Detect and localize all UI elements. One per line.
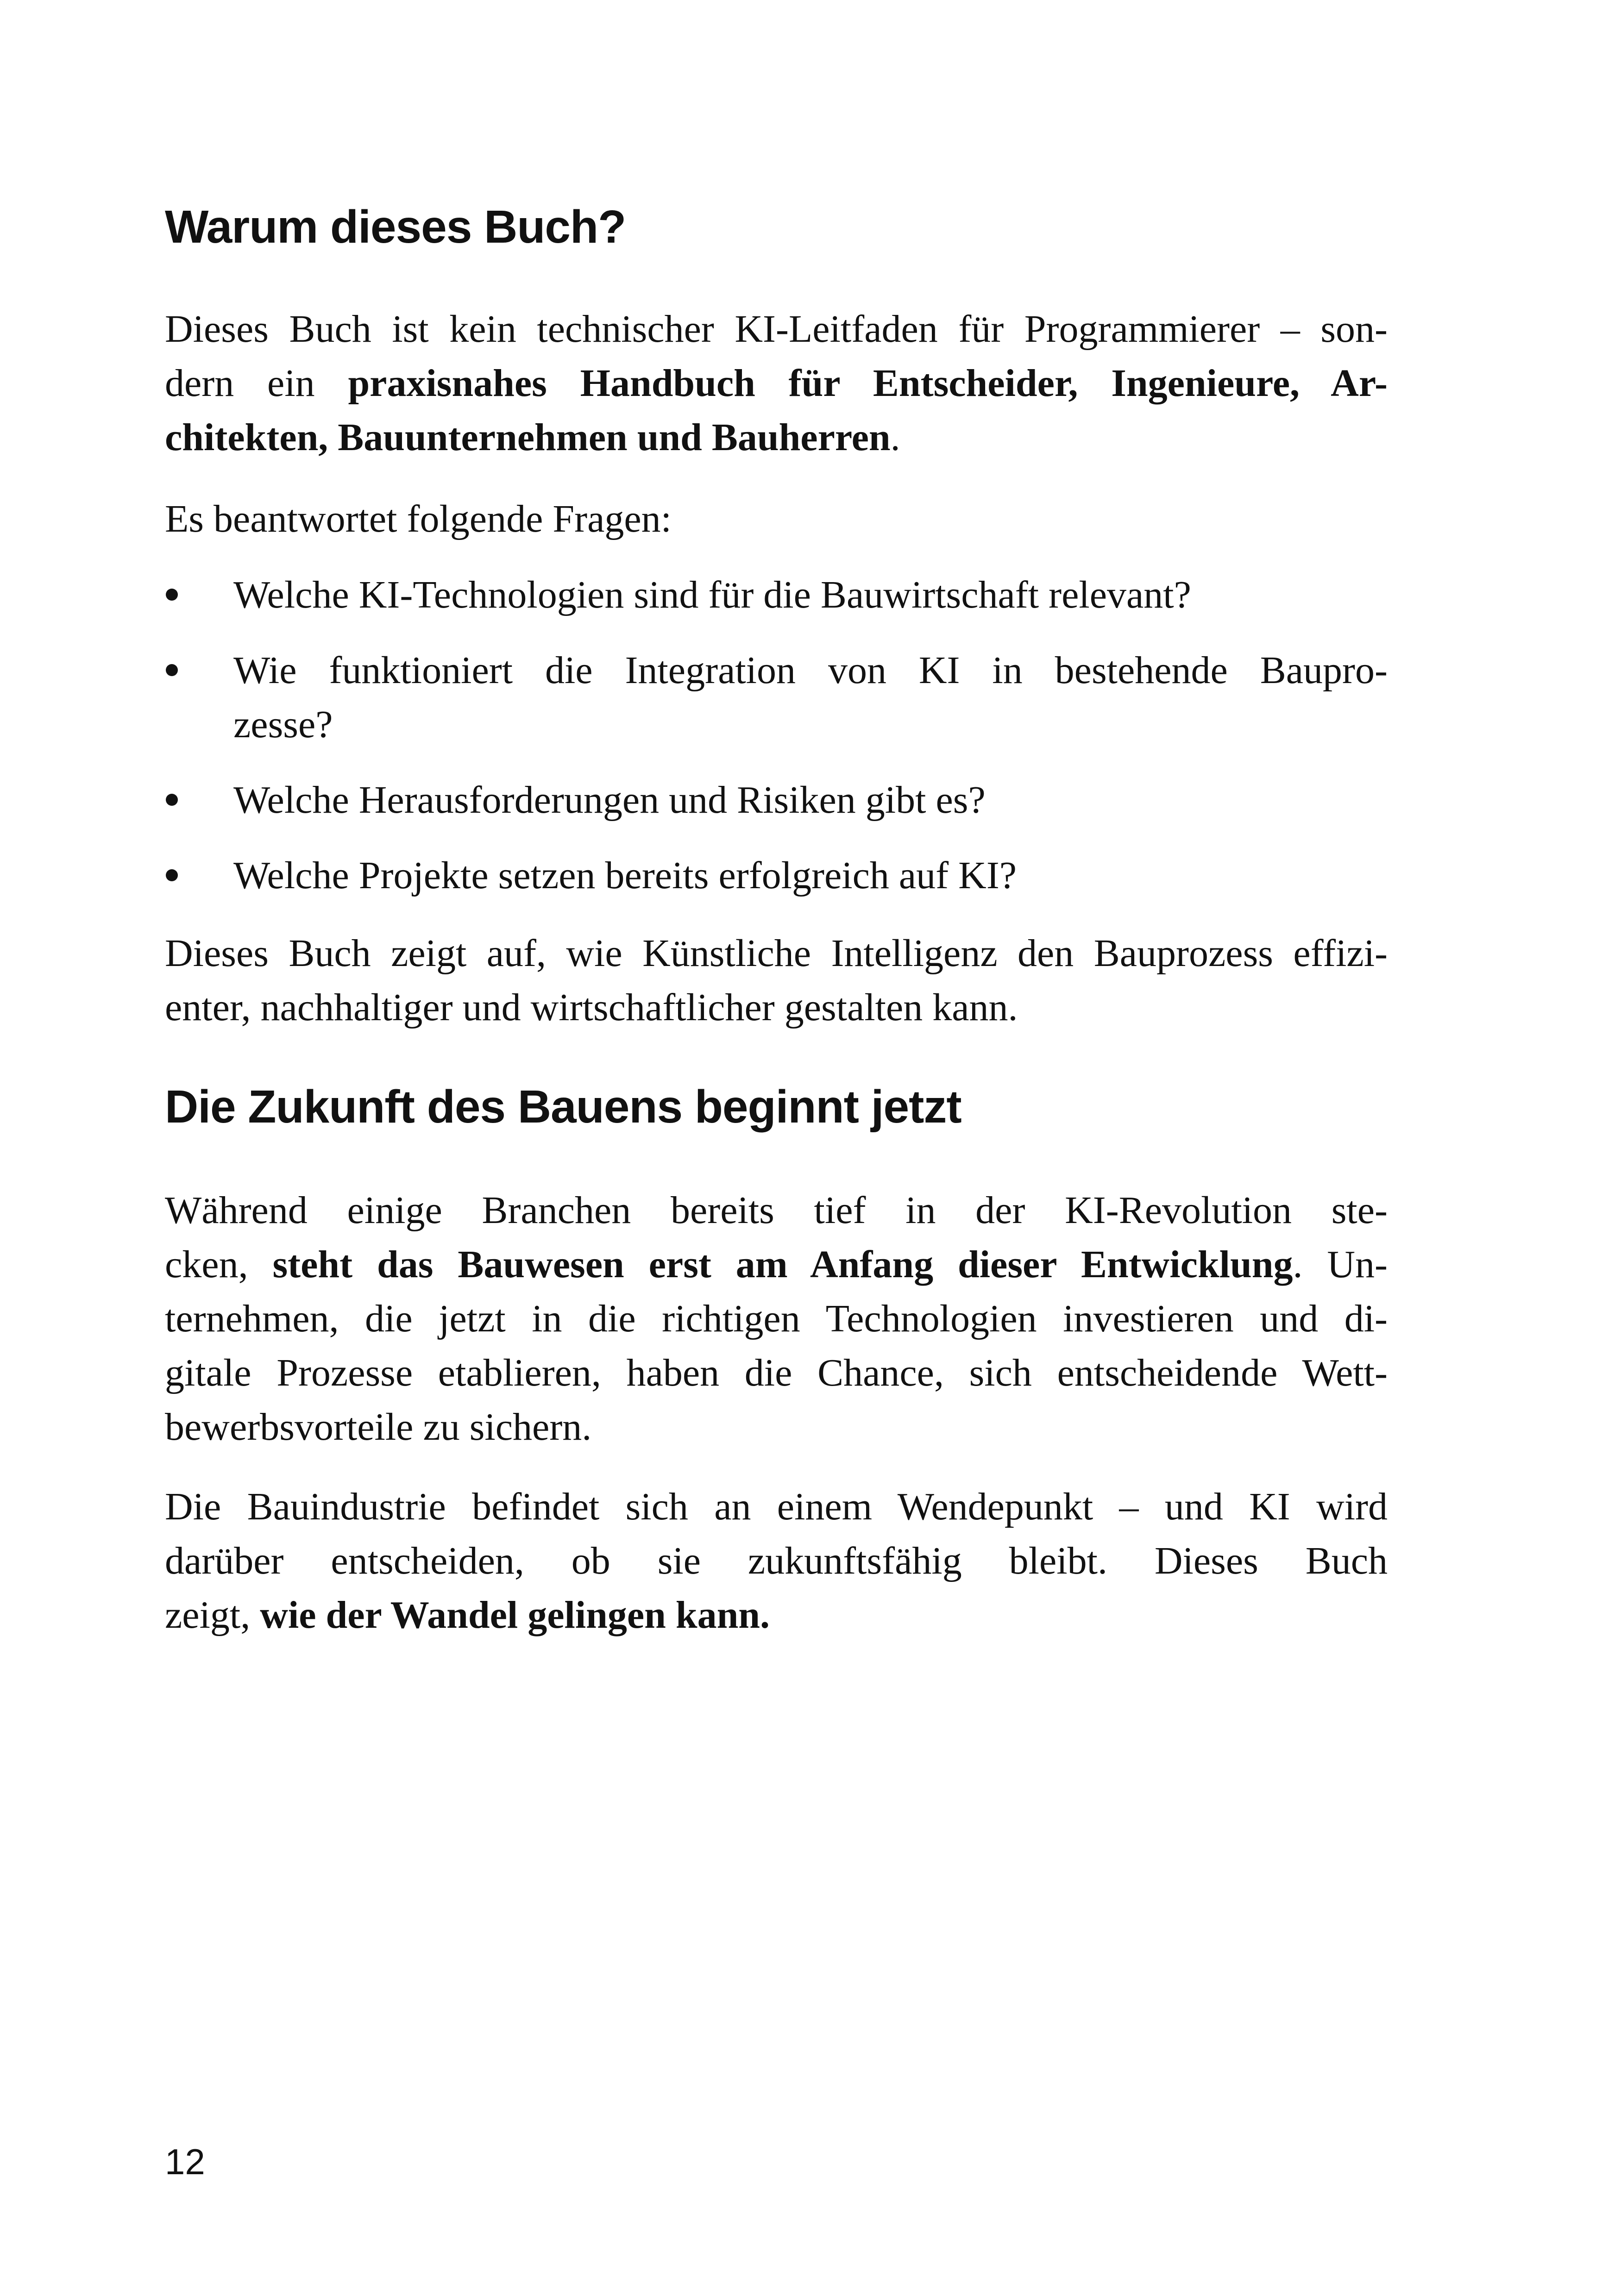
list-item-text-continued: zesse? (233, 703, 333, 746)
conclusion-line-3-start: zeigt, (165, 1593, 260, 1637)
list-item (165, 773, 1388, 827)
questions-list (165, 568, 1388, 903)
closing-line-1: Dieses Buch zeigt auf, wie Künstliche Intelligenz den Bauprozess effizi- (165, 932, 1388, 975)
list-item-text: Welche Herausforderungen und Risiken gibt es? (233, 778, 986, 822)
future-line-2-end: . Un- (1293, 1243, 1388, 1286)
bullet-dot-icon (166, 869, 178, 881)
list-item-text: Welche Projekte setzen bereits erfolgreich auf KI? (233, 854, 1017, 897)
future-paragraph (165, 1183, 1388, 1454)
conclusion-line-1: Die Bauindustrie befindet sich an einem Wendepunkt – und KI wird (165, 1485, 1388, 1528)
future-line-4: gitale Prozesse etablieren, haben die Chance, sich entscheidende Wett- (165, 1351, 1388, 1394)
closing-line-2: enter, nachhaltiger und wirtschaftlicher gestalten kann. (165, 986, 1018, 1029)
future-line-1: Während einige Branchen bereits tief in der KI-Revolution ste- (165, 1189, 1388, 1232)
intro-line-3 (165, 410, 1388, 464)
questions-intro: Es beantwortet folgende Fragen: (165, 497, 672, 540)
conclusion-emphasis: wie der Wandel gelingen kann. (260, 1593, 770, 1637)
section-heading-zukunft-des-bauens: Die Zukunft des Bauens beginnt jetzt (165, 1081, 961, 1133)
closing-paragraph (165, 926, 1388, 1035)
future-emphasis: steht das Bauwesen erst am Anfang dieser Entwicklung (272, 1243, 1293, 1286)
intro-emphasis-1: praxisnahes Handbuch für Entscheider, Ingenieure, Ar- (348, 362, 1388, 405)
book-page (165, 0, 1388, 2296)
bullet-dot-icon (166, 589, 178, 601)
page-number: 12 (165, 2141, 205, 2182)
intro-paragraph (165, 302, 1388, 464)
list-item (165, 643, 1388, 752)
list-item-text: Wie funktioniert die Integration von KI in bestehende Baupro- (233, 649, 1388, 692)
section-heading-warum-dieses-buch: Warum dieses Buch? (165, 201, 626, 253)
future-line-2-start: cken, (165, 1243, 273, 1286)
list-item (165, 568, 1388, 622)
conclusion-paragraph (165, 1480, 1388, 1642)
future-line-3: ternehmen, die jetzt in die richtigen Technologien investieren und di- (165, 1297, 1388, 1340)
intro-line-1: Dieses Buch ist kein technischer KI-Leitfaden für Programmierer – son- (165, 307, 1388, 351)
bullet-dot-icon (166, 664, 178, 676)
list-item-text: Welche KI-Technologien sind für die Bauwirtschaft relevant? (233, 573, 1191, 616)
future-line-2 (165, 1237, 1388, 1292)
conclusion-line-3 (165, 1588, 1388, 1642)
intro-line-2-text: dern ein (165, 362, 348, 405)
list-item (165, 848, 1388, 903)
intro-emphasis-2: chitekten, Bauunternehmen und Bauherren (165, 416, 891, 459)
conclusion-line-2: darüber entscheiden, ob sie zukunftsfähig bleibt. Dieses Buch (165, 1539, 1388, 1582)
bullet-dot-icon (166, 794, 178, 806)
future-line-5: bewerbsvorteile zu sichern. (165, 1405, 592, 1449)
intro-line-2 (165, 356, 1388, 410)
intro-line-3-end: . (890, 416, 900, 459)
